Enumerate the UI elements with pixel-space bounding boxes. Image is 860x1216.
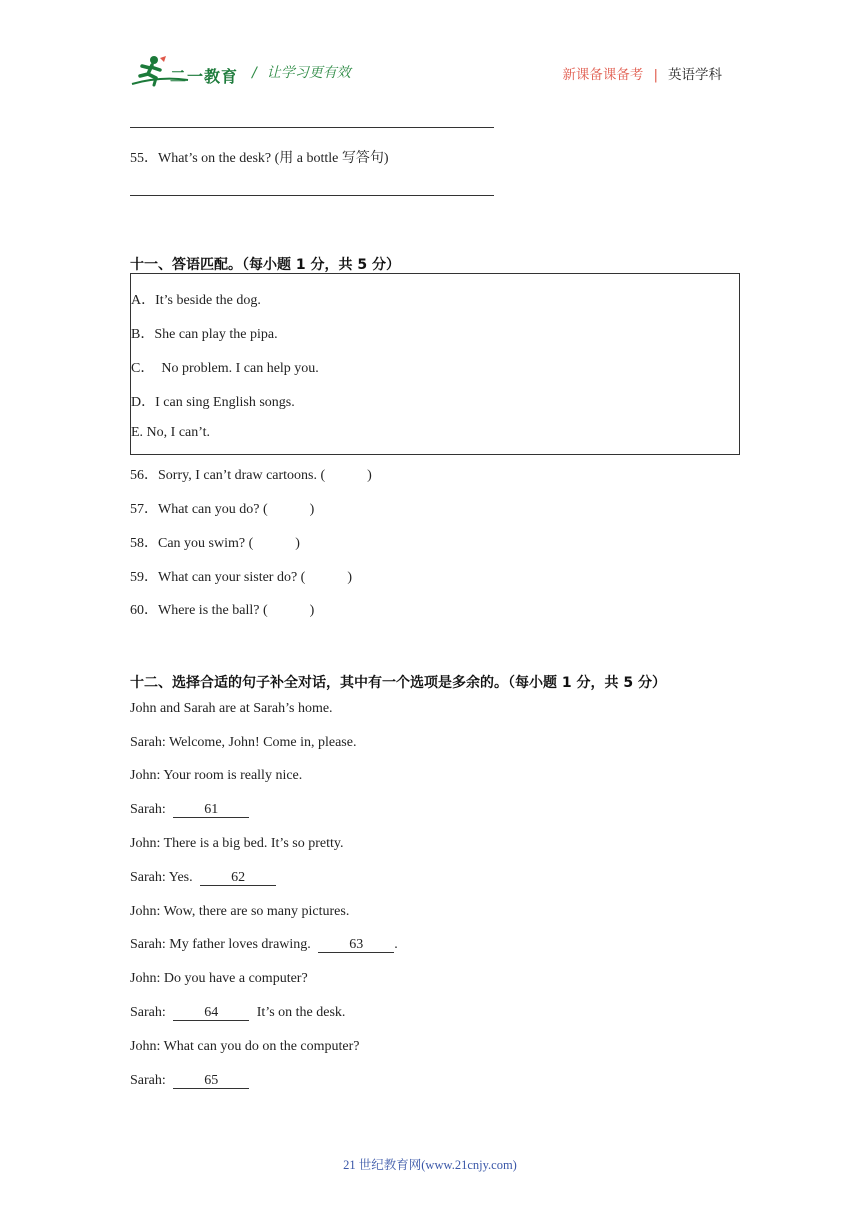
question-55: 55．What’s on the desk? (用 a bottle 写答句) — [130, 151, 389, 166]
options-box — [130, 273, 740, 455]
dialogue-line: John: What can you do on the computer? — [130, 1039, 360, 1054]
dialogue-line-61 — [130, 802, 249, 818]
dialogue-line-65 — [130, 1073, 249, 1089]
dialogue-line: John: Your room is really nice. — [130, 768, 303, 783]
speaker-prefix: Sarah: — [130, 1005, 166, 1020]
line-suffix: . — [394, 937, 398, 952]
option-c: C． No problem. I can help you. — [131, 361, 319, 376]
header-separator: | — [653, 67, 658, 83]
option-e: E. No, I can’t. — [131, 425, 211, 440]
answer-line-55 — [130, 195, 494, 196]
option-d: D．I can sing English songs. — [131, 395, 295, 410]
dialogue-line: John: Do you have a computer? — [130, 971, 308, 986]
brand-text: 新课备课备考 — [562, 67, 644, 83]
question-56: 56．Sorry, I can’t draw cartoons. ( ) — [130, 468, 372, 483]
speaker-prefix: Sarah: — [130, 802, 166, 817]
slogan-text: 让学习更有效 — [266, 65, 351, 81]
logo-text: 二一教育 — [170, 67, 239, 86]
subject-text: 英语学科 — [668, 67, 722, 83]
option-b: B．She can play the pipa. — [131, 327, 278, 342]
blank-62[interactable]: 62 — [200, 870, 276, 886]
dialogue-line: Sarah: Welcome, John! Come in, please. — [130, 735, 357, 750]
blank-63[interactable]: 63 — [318, 937, 394, 953]
speaker-prefix: Sarah: Yes. — [130, 870, 193, 885]
dialogue-line-63 — [130, 937, 398, 953]
blank-61[interactable]: 61 — [173, 802, 249, 818]
dialogue-line-62 — [130, 870, 276, 886]
dialogue-line-64 — [130, 1005, 345, 1021]
slogan-slash: / — [252, 65, 257, 81]
question-58: 58．Can you swim? ( ) — [130, 536, 300, 551]
speaker-prefix: Sarah: My father loves drawing. — [130, 937, 311, 952]
answer-line — [130, 127, 494, 128]
option-a: A．It’s beside the dog. — [131, 293, 261, 308]
blank-64[interactable]: 64 — [173, 1005, 249, 1021]
dialogue-line: John: There is a big bed. It’s so pretty. — [130, 836, 344, 851]
dialogue-intro: John and Sarah are at Sarah’s home. — [130, 701, 333, 716]
question-60: 60．Where is the ball? ( ) — [130, 603, 315, 618]
blank-65[interactable]: 65 — [173, 1073, 249, 1089]
question-59: 59．What can your sister do? ( ) — [130, 570, 352, 585]
section-11-title: 十一、答语匹配。（每小题 1 分，共 5 分） — [130, 257, 400, 273]
slogan — [252, 62, 351, 82]
speaker-prefix: Sarah: — [130, 1073, 166, 1088]
header-brand — [562, 63, 722, 83]
dialogue-line: John: Wow, there are so many pictures. — [130, 904, 350, 919]
section-12-title: 十二、选择合适的句子补全对话，其中有一个选项是多余的。（每小题 1 分，共 5 分） — [130, 675, 666, 691]
question-57: 57．What can you do? ( ) — [130, 502, 315, 517]
footer-source: 21 世纪教育网(www.21cnjy.com) — [343, 1158, 517, 1172]
line-suffix: It’s on the desk. — [256, 1005, 346, 1020]
